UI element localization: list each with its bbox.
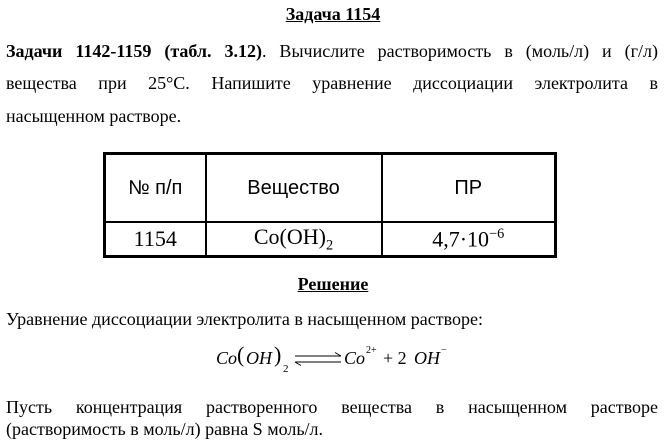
eq-cobalt-charge: 2+	[366, 345, 377, 356]
solution-heading: Решение	[297, 274, 369, 294]
col-header-pr: ПР	[382, 154, 556, 223]
pr-exponent: −6	[489, 225, 505, 242]
data-table	[103, 152, 557, 258]
solution-line-1: Уравнение диссоциации электролита в насыщенном растворе:	[6, 309, 483, 329]
task-line-1	[6, 36, 658, 66]
eq-cobalt-ion: Co	[344, 348, 366, 368]
cell-substance	[206, 222, 382, 257]
table-header-row	[105, 154, 556, 223]
task-line-2: вещества при 25°С. Напишите уравнение диссоциации электролита в	[6, 73, 658, 93]
eq-hydroxide-charge: −	[441, 345, 447, 356]
eq-hydroxide-left: OH	[246, 348, 272, 368]
eq-paren-close: )	[274, 342, 282, 367]
col-header-number: № п/п	[105, 154, 206, 223]
eq-subscript: 2	[283, 363, 289, 375]
solution-line-2: Пусть концентрация растворенного вещества в насыщенном растворе	[6, 397, 658, 417]
col-header-substance: Вещество	[206, 154, 382, 223]
solution-line-3: (растворимость в моль/л) равна S моль/л.	[6, 419, 324, 439]
substance-subscript: 2	[325, 237, 334, 254]
task-bold-prefix: Задачи 1142-1159 (табл. 3.12)	[6, 41, 262, 61]
eq-plus-coefficient: + 2	[383, 348, 407, 368]
problem-title: Задача 1154	[285, 4, 381, 24]
pr-value: 4,7·10	[432, 226, 490, 252]
cell-number: 1154	[105, 222, 206, 257]
task-line-3: насыщенном растворе.	[6, 106, 182, 126]
substance-formula: Co(OH)	[253, 223, 326, 249]
eq-paren-open: (	[237, 342, 245, 367]
equilibrium-arrows-icon	[293, 352, 343, 366]
table-row	[105, 222, 556, 257]
task-line-1-text: . Вычислите растворимость в (моль/л) и (г/л)	[261, 41, 658, 61]
dissociation-equation	[216, 342, 456, 376]
eq-hydroxide-ion: OH	[414, 348, 440, 368]
cell-pr	[382, 222, 556, 257]
eq-cobalt-left: Co	[216, 348, 238, 368]
